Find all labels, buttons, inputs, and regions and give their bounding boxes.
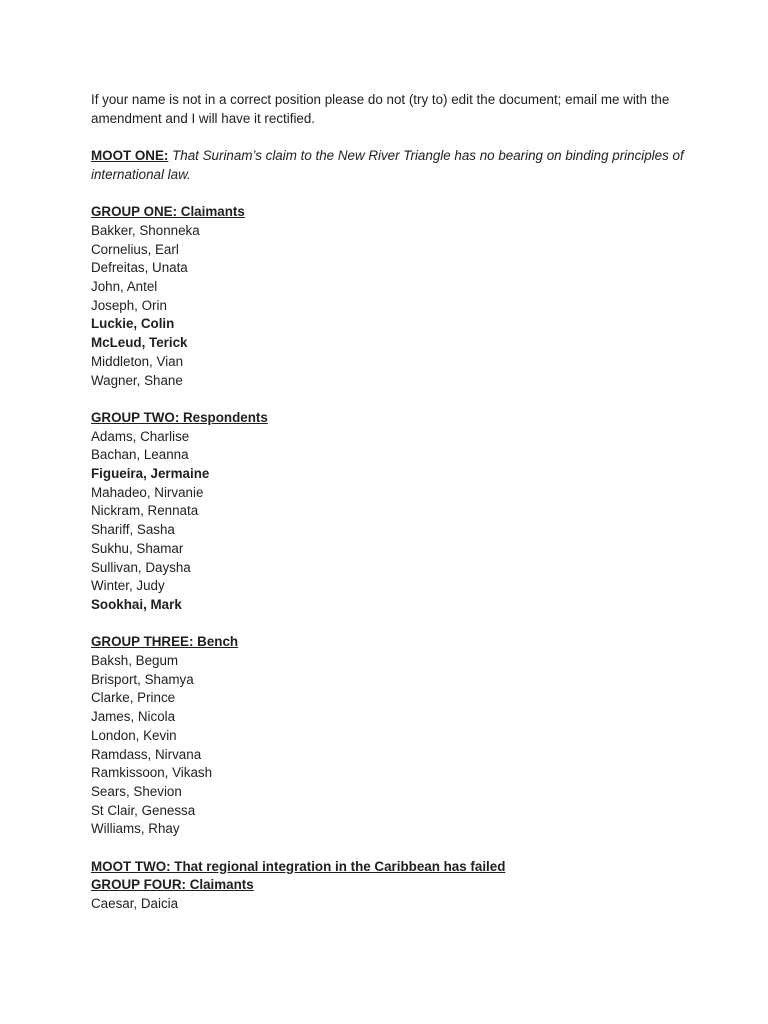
document-page	[91, 91, 691, 914]
spacer	[91, 390, 691, 409]
list-item: Baksh, Begum	[91, 653, 179, 669]
list-item: McLeud, Terick	[91, 335, 188, 351]
list-item: Adams, Charlise	[91, 428, 190, 444]
list-item: Wagner, Shane	[91, 372, 183, 388]
group-two-heading: GROUP TWO: Respondents	[91, 409, 268, 425]
list-item: Joseph, Orin	[91, 297, 167, 313]
group-three-heading: GROUP THREE: Bench	[91, 634, 239, 650]
list-item: Luckie, Colin	[91, 316, 175, 332]
list-item: Shariff, Sasha	[91, 522, 175, 538]
list-item: Sullivan, Daysha	[91, 559, 191, 575]
list-item: Nickram, Rennata	[91, 503, 199, 519]
list-item: London, Kevin	[91, 727, 177, 743]
group-four-heading: GROUP FOUR: Claimants	[91, 877, 254, 893]
moot-one-label: MOOT ONE:	[91, 148, 169, 164]
list-item: Ramdass, Nirvana	[91, 746, 202, 762]
spacer	[91, 615, 691, 634]
list-item: Williams, Rhay	[91, 821, 180, 837]
moot-one-paragraph	[91, 147, 691, 184]
group-one-list	[91, 222, 691, 390]
list-item: Caesar, Daicia	[91, 896, 179, 912]
group-one-heading: GROUP ONE: Claimants	[91, 204, 245, 220]
list-item: James, Nicola	[91, 709, 176, 725]
list-item: Bachan, Leanna	[91, 447, 189, 463]
list-item: Clarke, Prince	[91, 690, 176, 706]
group-two-list	[91, 428, 691, 615]
list-item: Bakker, Shonneka	[91, 222, 200, 238]
list-item: Cornelius, Earl	[91, 241, 179, 257]
list-item: Sookhai, Mark	[91, 596, 182, 612]
list-item: Sukhu, Shamar	[91, 540, 184, 556]
spacer	[91, 128, 691, 147]
moot-two-heading: MOOT TWO: That regional integration in the Caribbean has failed	[91, 858, 506, 874]
group-three-list	[91, 652, 691, 839]
list-item: Ramkissoon, Vikash	[91, 765, 213, 781]
spacer	[91, 185, 691, 204]
intro-paragraph: If your name is not in a correct position please do not (try to) edit the document; email me with the amendment and I will have it rectified.	[91, 92, 670, 126]
spacer	[91, 839, 691, 858]
list-item: Sears, Shevion	[91, 783, 182, 799]
list-item: Figueira, Jermaine	[91, 466, 210, 482]
list-item: John, Antel	[91, 279, 158, 294]
list-item: Winter, Judy	[91, 578, 165, 594]
list-item: Defreitas, Unata	[91, 260, 188, 276]
group-four-list	[91, 895, 691, 914]
list-item: Middleton, Vian	[91, 353, 184, 369]
list-item: St Clair, Genessa	[91, 802, 196, 818]
list-item: Mahadeo, Nirvanie	[91, 484, 204, 500]
list-item: Brisport, Shamya	[91, 671, 194, 687]
moot-one-motion: That Surinam’s claim to the New River Triangle has no bearing on binding principles of international law.	[91, 148, 684, 182]
